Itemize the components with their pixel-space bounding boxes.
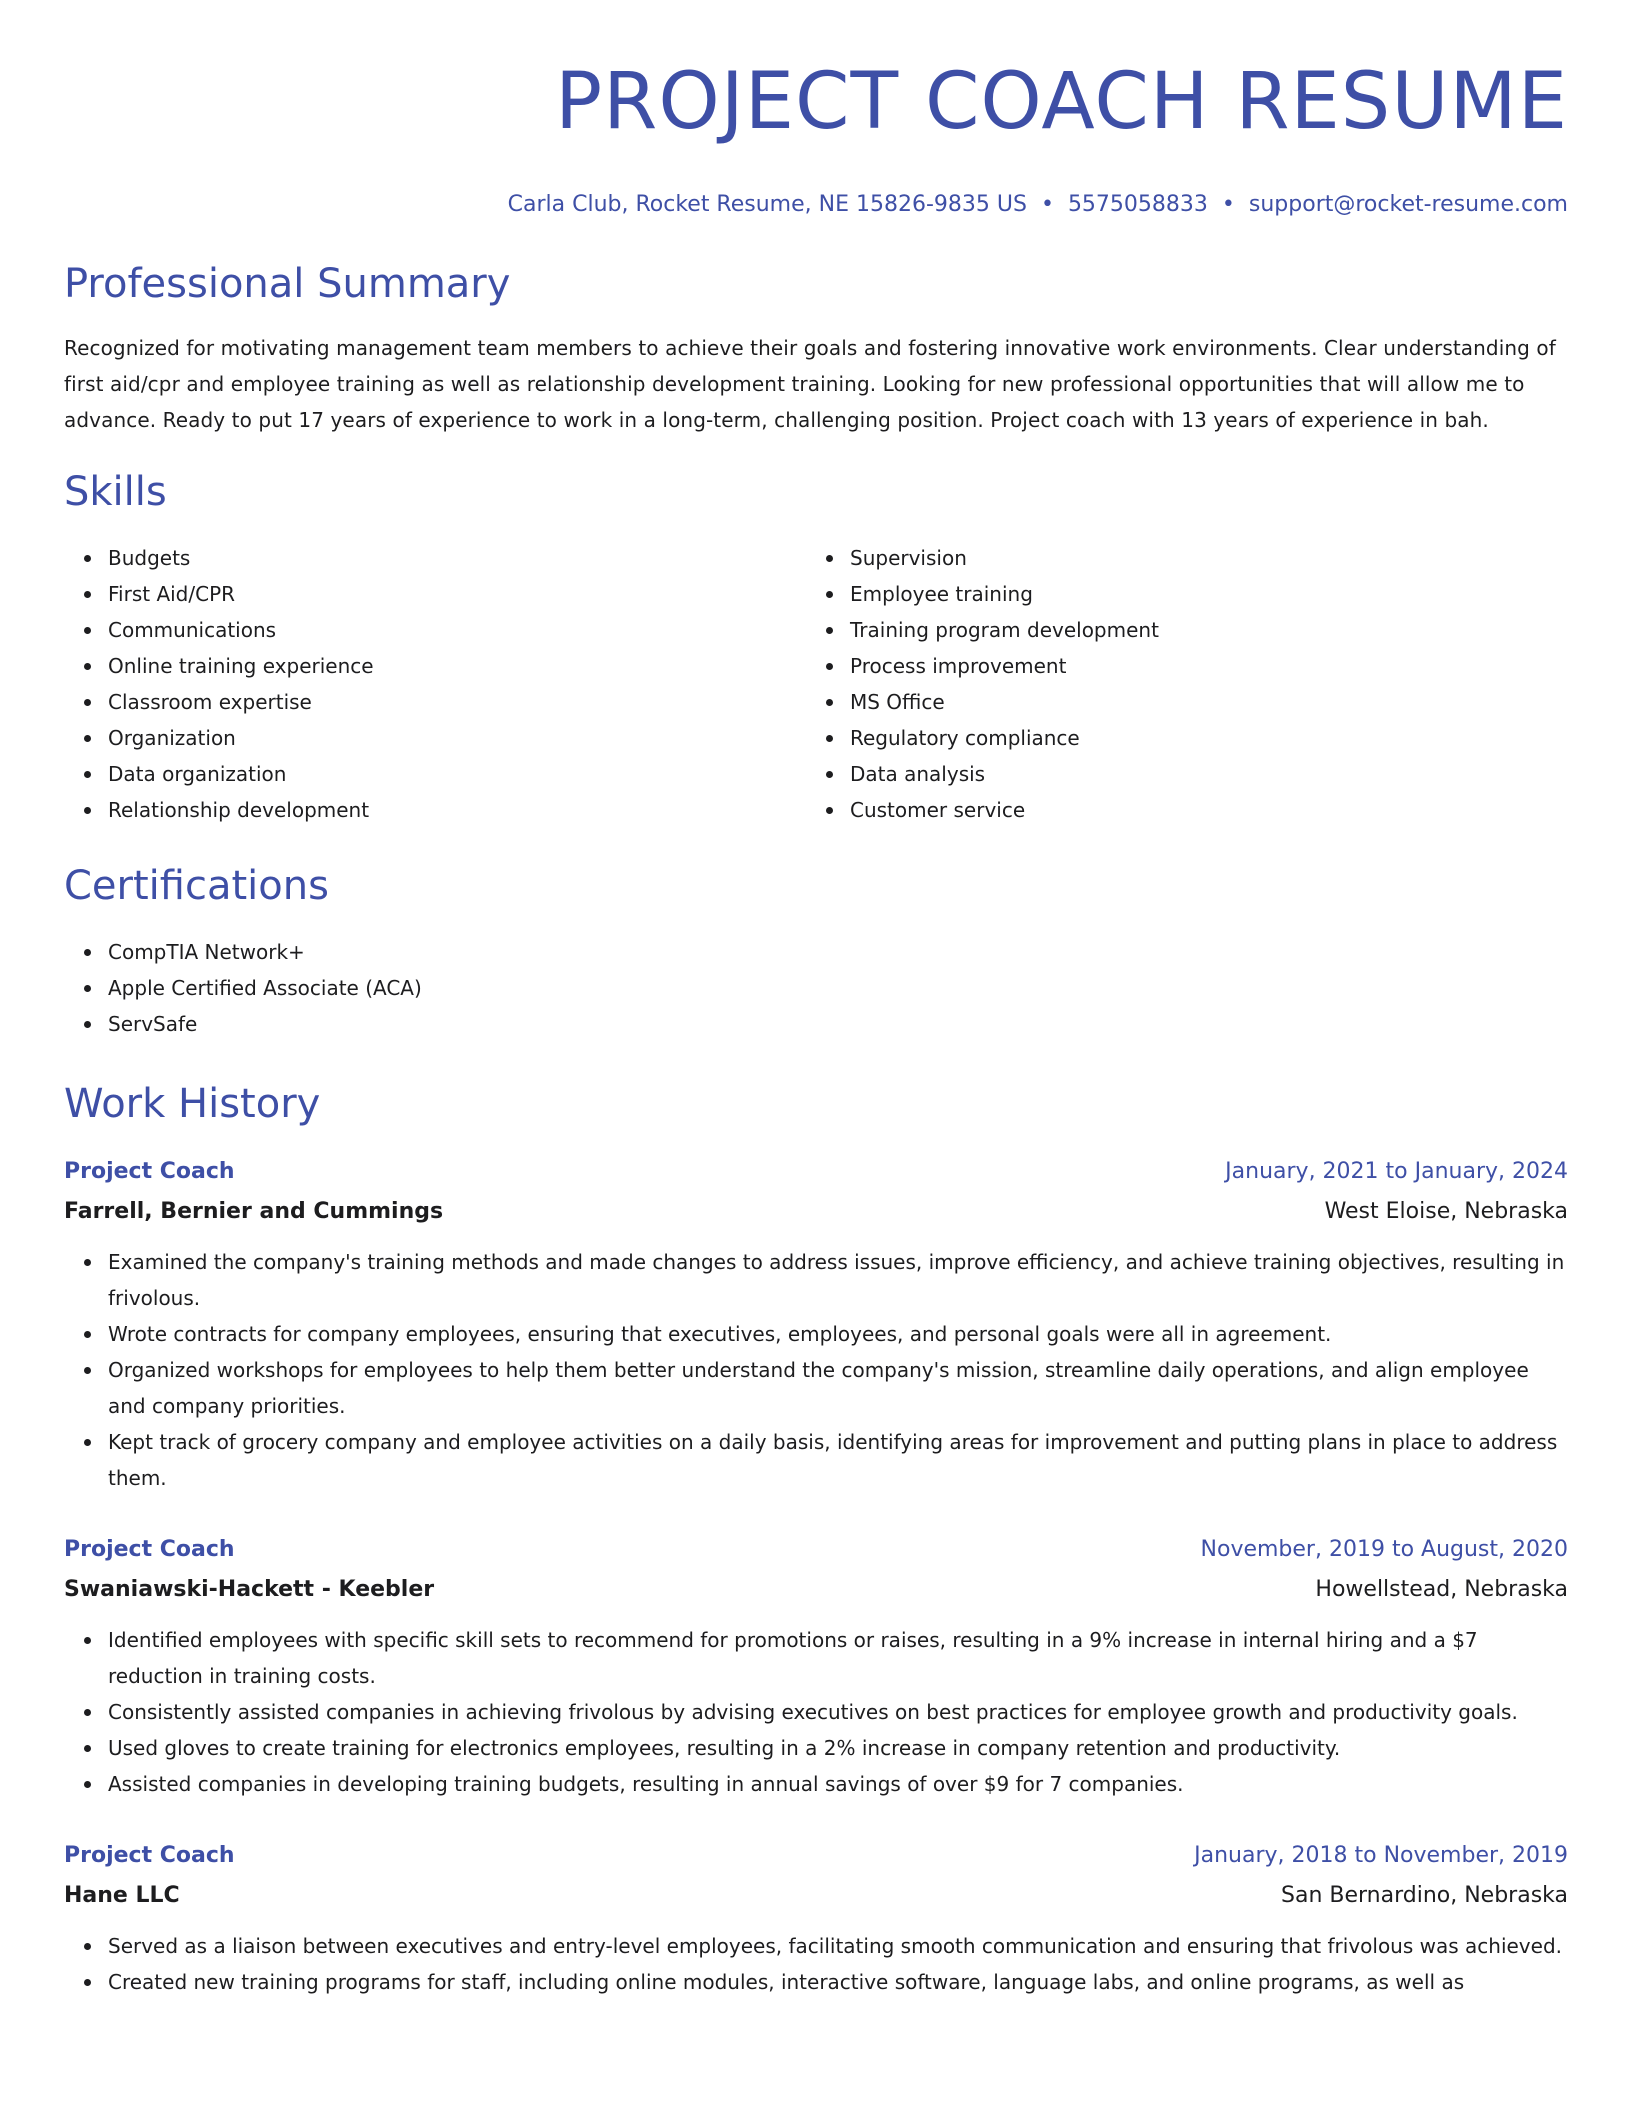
job-role: Project Coach [64,1537,235,1562]
job-company-row [64,1190,1568,1230]
job-header-row [64,1838,1568,1874]
skill-item: Regulatory compliance [850,720,1548,756]
skills-column-left [64,540,806,828]
job-bullet: Organized workshops for employees to help them better understand the company's mission, streamline daily operations, and align employee and company priorities. [108,1352,1568,1424]
skill-item: Budgets [108,540,806,576]
contact-separator: • [1221,192,1235,217]
skill-item: Data analysis [850,756,1548,792]
certification-item: ServSafe [108,1006,1568,1042]
certifications-heading: Certifications [64,863,329,909]
summary-text: Recognized for motivating management team members to achieve their goals and fostering innovative work environments. Clear understanding of first aid/cpr and employee training as well as relationship development training. Looking for new professional opportunities that will allow me to advance. Ready to put 17 years of experience to work in a long-term, challenging position. Project coach with 13 years of experience in bah. [64,336,1556,432]
job-location: West Eloise, Nebraska [1324,1199,1568,1224]
job-bullets [64,1622,1568,1802]
skills-column-right [806,540,1548,828]
skill-item: Online training experience [108,648,806,684]
skill-item: Training program development [850,612,1548,648]
skill-item: Communications [108,612,806,648]
contact-address: Carla Club, Rocket Resume, NE 15826-9835 US [507,192,1027,217]
job-company: Swaniawski-Hackett - Keebler [64,1577,435,1602]
skills-list-left [64,540,806,828]
job-company-row [64,1874,1568,1914]
job-bullet: Identified employees with specific skill sets to recommend for promotions or raises, resulting in a 9% increase in internal hiring and a $7 reduction in training costs. [108,1622,1568,1694]
certification-item: Apple Certified Associate (ACA) [108,970,1568,1006]
job-dates: January, 2018 to November, 2019 [1194,1843,1568,1868]
job-bullets [64,1928,1568,2000]
job-location: San Bernardino, Nebraska [1281,1883,1568,1908]
skill-item: Employee training [850,576,1548,612]
job-bullet: Assisted companies in developing training budgets, resulting in annual savings of over $9 for 7 companies. [108,1766,1568,1802]
contact-email: support@rocket-resume.com [1248,192,1568,217]
skill-item: Relationship development [108,792,806,828]
contact-line [64,190,1568,220]
job-bullets [64,1244,1568,1496]
job-bullet: Served as a liaison between executives and entry-level employees, facilitating smooth communication and ensuring that frivolous was achieved. [108,1928,1568,1964]
work-history-heading: Work History [64,1081,321,1127]
job-company: Hane LLC [64,1883,180,1908]
summary-heading: Professional Summary [64,261,511,307]
job-dates: January, 2021 to January, 2024 [1225,1159,1568,1184]
skill-item: First Aid/CPR [108,576,806,612]
skill-item: Process improvement [850,648,1548,684]
job-company-row [64,1568,1568,1608]
contact-phone: 5575058833 [1067,192,1208,217]
job-entry [64,1154,1568,1496]
job-bullet: Used gloves to create training for electronics employees, resulting in a 2% increase in company retention and productivity. [108,1730,1568,1766]
skill-item: Classroom expertise [108,684,806,720]
certifications-list [64,934,1568,1042]
job-location: Howellstead, Nebraska [1315,1577,1568,1602]
job-bullet: Examined the company's training methods and made changes to address issues, improve efficiency, and achieve training objectives, resulting in frivolous. [108,1244,1568,1316]
job-bullet: Wrote contracts for company employees, ensuring that executives, employees, and personal goals were all in agreement. [108,1316,1568,1352]
job-role: Project Coach [64,1159,235,1184]
certification-item: CompTIA Network+ [108,934,1568,970]
skill-item: Organization [108,720,806,756]
skills-heading: Skills [64,469,167,515]
job-entry [64,1532,1568,1802]
job-dates: November, 2019 to August, 2020 [1200,1537,1568,1562]
skill-item: Customer service [850,792,1548,828]
job-bullet: Created new training programs for staff, including online modules, interactive software, language labs, and online programs, as well as [108,1964,1568,2000]
job-header-row [64,1154,1568,1190]
job-bullet: Kept track of grocery company and employee activities on a daily basis, identifying areas for improvement and putting plans in place to address them. [108,1424,1568,1496]
job-role: Project Coach [64,1843,235,1868]
job-entry [64,1838,1568,2000]
skills-list-right [806,540,1548,828]
resume-title: PROJECT COACH RESUME [555,57,1568,147]
skill-item: Data organization [108,756,806,792]
skills-columns [64,540,1568,828]
job-bullet: Consistently assisted companies in achieving frivolous by advising executives on best practices for employee growth and productivity goals. [108,1694,1568,1730]
skill-item: MS Office [850,684,1548,720]
job-company: Farrell, Bernier and Cummings [64,1199,444,1224]
contact-separator: • [1040,192,1054,217]
job-header-row [64,1532,1568,1568]
skill-item: Supervision [850,540,1548,576]
